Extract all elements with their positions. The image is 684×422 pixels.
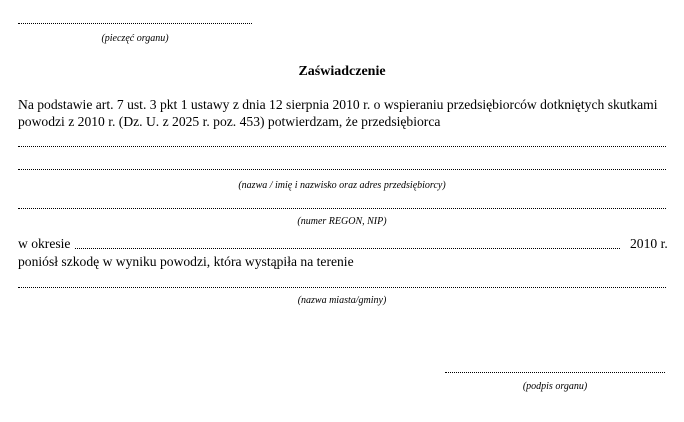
damage-line: poniósł szkodę w wyniku powodzi, która wystąpiła na terenie <box>18 254 354 269</box>
intro-line-1: Na podstawie art. 7 ust. 3 pkt 1 ustawy z dnia 12 sierpnia 2010 r. o wspieraniu przedsiębiorców dotkniętych skutkami <box>18 97 658 112</box>
id-line <box>18 208 666 209</box>
business-line-1 <box>18 146 666 147</box>
document-title: Zaświadczenie <box>298 64 386 79</box>
stamp-line <box>18 23 252 24</box>
period-prefix: w okresie <box>18 236 71 251</box>
intro-line-2: powodzi z 2010 r. (Dz. U. z 2025 r. poz. 453) potwierdzam, że przedsiębiorca <box>18 114 441 129</box>
signature-line <box>445 372 665 373</box>
stamp-caption: (pieczęć organu) <box>101 33 169 44</box>
business-caption: (nazwa / imię i nazwisko oraz adres przedsiębiorcy) <box>238 180 446 191</box>
location-line <box>18 287 666 288</box>
location-caption: (nazwa miasta/gminy) <box>297 295 387 306</box>
period-suffix: 2010 r. <box>630 236 668 251</box>
intro-paragraph <box>18 96 666 130</box>
period-line <box>75 248 620 249</box>
id-caption: (numer REGON, NIP) <box>297 216 387 227</box>
signature-caption: (podpis organu) <box>522 381 588 392</box>
business-line-2 <box>18 169 666 170</box>
